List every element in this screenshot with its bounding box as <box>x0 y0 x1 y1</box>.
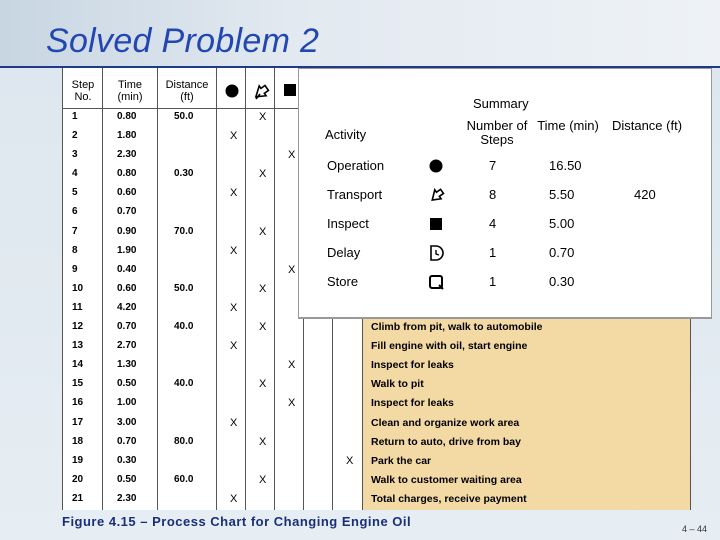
step-number: 4 <box>72 168 78 180</box>
step-mark: X <box>259 111 267 123</box>
operation-icon <box>224 83 240 99</box>
step-number: 13 <box>72 340 84 352</box>
step-description: Fill engine with oil, start engine <box>371 340 528 353</box>
step-mark: X <box>230 492 238 505</box>
table-row <box>62 394 690 413</box>
step-number: 2 <box>72 130 78 142</box>
step-mark: X <box>230 187 238 200</box>
step-number: 14 <box>72 359 84 371</box>
step-time: 2.70 <box>117 340 137 352</box>
summary-activity: Operation <box>327 158 385 173</box>
summary-col-distance: Distance (ft) <box>611 118 683 133</box>
summary-time: 0.70 <box>549 245 575 260</box>
store-icon <box>427 273 445 294</box>
step-number: 11 <box>72 301 83 313</box>
summary-activity: Store <box>327 274 359 289</box>
page-number: 4 – 44 <box>682 524 708 534</box>
step-mark: X <box>259 168 267 181</box>
step-mark: X <box>288 263 296 276</box>
step-time: 2.30 <box>117 492 137 504</box>
step-mark: X <box>230 340 238 353</box>
inspect-icon <box>283 83 297 97</box>
step-number: 12 <box>72 321 84 333</box>
step-distance: 0.30 <box>174 168 194 180</box>
figure-caption: Figure 4.15 – Process Chart for Changing Engine Oil <box>62 514 412 529</box>
step-mark: X <box>288 397 296 410</box>
header-time: Time (min) <box>117 79 143 103</box>
step-mark: X <box>259 321 267 334</box>
step-time: 1.00 <box>117 397 137 409</box>
step-time: 0.50 <box>117 378 137 390</box>
step-number: 21 <box>72 492 84 504</box>
step-description: Inspect for leaks <box>371 397 454 410</box>
summary-col-activity: Activity <box>325 127 367 142</box>
summary-col-steps: Number of Steps <box>466 118 528 147</box>
table-row <box>62 471 690 490</box>
step-description: Return to auto, drive from bay <box>371 435 521 448</box>
step-number: 5 <box>72 187 78 199</box>
step-mark: X <box>259 473 267 486</box>
step-time: 1.90 <box>117 244 137 256</box>
step-mark: X <box>288 149 296 162</box>
step-number: 16 <box>72 397 84 409</box>
step-time: 1.30 <box>117 359 137 371</box>
step-mark: X <box>230 416 238 429</box>
table-row <box>62 414 690 433</box>
step-mark: X <box>259 225 267 238</box>
step-description: Walk to customer waiting area <box>371 473 522 486</box>
step-time: 0.70 <box>117 435 137 447</box>
step-number: 17 <box>72 416 84 428</box>
summary-title: Summary <box>473 96 529 111</box>
summary-steps: 8 <box>489 187 497 202</box>
summary-steps: 4 <box>489 216 497 231</box>
header-step: Step No. <box>71 79 95 103</box>
summary-time: 0.30 <box>549 274 575 289</box>
slide-title: Solved Problem 2 <box>46 22 320 60</box>
summary-activity: Transport <box>327 187 383 202</box>
summary-activity: Inspect <box>327 216 369 231</box>
step-mark: X <box>259 378 267 391</box>
step-number: 6 <box>72 206 78 218</box>
step-number: 3 <box>72 149 78 161</box>
summary-col-time: Time (min) <box>537 118 599 133</box>
table-row <box>62 490 690 509</box>
step-mark: X <box>346 454 354 467</box>
summary-activity: Delay <box>327 245 361 260</box>
step-number: 1 <box>72 111 78 122</box>
step-distance: 50.0 <box>174 282 194 294</box>
step-mark: X <box>288 359 296 372</box>
table-row <box>62 356 690 375</box>
transport-icon <box>427 186 445 207</box>
step-time: 0.60 <box>117 187 137 199</box>
step-mark: X <box>230 130 238 143</box>
summary-distance: 420 <box>634 187 656 202</box>
summary-time: 5.00 <box>549 216 575 231</box>
step-number: 15 <box>72 378 84 390</box>
step-number: 8 <box>72 244 78 256</box>
step-number: 18 <box>72 435 84 447</box>
operation-icon <box>427 157 445 178</box>
step-distance: 80.0 <box>174 435 194 447</box>
header-distance: Distance (ft) <box>165 79 209 103</box>
delay-icon <box>427 244 445 265</box>
step-mark: X <box>230 301 238 314</box>
step-time: 0.50 <box>117 473 137 485</box>
step-time: 0.60 <box>117 282 137 294</box>
step-time: 0.70 <box>117 206 137 218</box>
table-row <box>62 318 690 337</box>
transport-icon <box>252 83 270 101</box>
step-time: 1.80 <box>117 130 137 142</box>
step-distance: 40.0 <box>174 378 194 390</box>
step-mark: X <box>230 244 238 257</box>
step-description: Walk to pit <box>371 378 424 391</box>
step-time: 0.70 <box>117 321 137 333</box>
table-row <box>62 337 690 356</box>
step-distance: 70.0 <box>174 225 194 237</box>
step-description: Clean and organize work area <box>371 416 520 429</box>
step-time: 0.40 <box>117 263 137 275</box>
step-time: 0.30 <box>117 454 137 466</box>
step-time: 3.00 <box>117 416 137 428</box>
inspect-icon <box>427 215 445 236</box>
step-description: Total charges, receive payment <box>371 492 527 505</box>
step-description: Park the car <box>371 454 432 467</box>
table-row <box>62 433 690 452</box>
table-row <box>62 375 690 394</box>
summary-time: 16.50 <box>549 158 582 173</box>
table-row <box>62 452 690 471</box>
step-number: 19 <box>72 454 84 466</box>
step-number: 9 <box>72 263 78 275</box>
step-mark: X <box>259 435 267 448</box>
step-time: 0.80 <box>117 111 137 122</box>
step-distance: 60.0 <box>174 473 194 485</box>
step-description: Climb from pit, walk to automobile <box>371 321 543 334</box>
step-time: 2.30 <box>117 149 137 161</box>
summary-steps: 1 <box>489 245 497 260</box>
summary-panel <box>298 68 712 318</box>
step-time: 4.20 <box>117 301 137 313</box>
step-mark: X <box>259 282 267 295</box>
step-number: 7 <box>72 225 78 237</box>
step-time: 0.80 <box>117 168 137 180</box>
summary-steps: 1 <box>489 274 497 289</box>
step-time: 0.90 <box>117 225 137 237</box>
summary-time: 5.50 <box>549 187 575 202</box>
step-distance: 50.0 <box>174 111 194 122</box>
step-description: Inspect for leaks <box>371 359 454 372</box>
step-number: 20 <box>72 473 84 485</box>
step-number: 10 <box>72 282 84 294</box>
summary-steps: 7 <box>489 158 497 173</box>
step-distance: 40.0 <box>174 321 194 333</box>
